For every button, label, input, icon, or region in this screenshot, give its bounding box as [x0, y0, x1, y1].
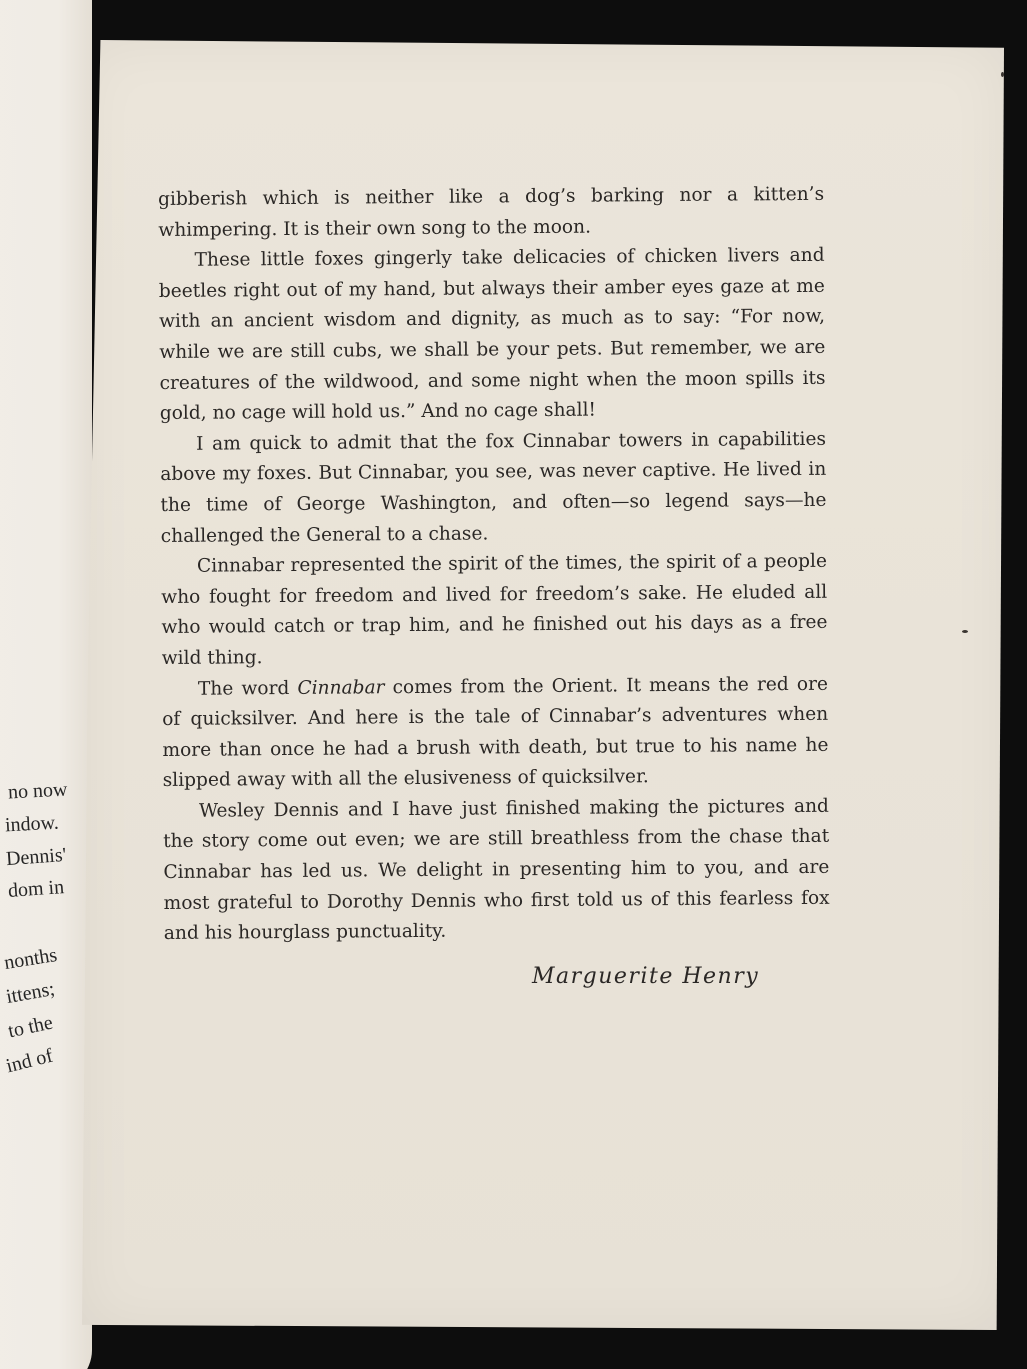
left-fragment: ind of: [3, 1044, 56, 1078]
paragraph: gibberish which is neither like a dog’s barking nor a kitten’s whimpering. It is their own song to the moon.: [158, 183, 825, 241]
page-body-text: [158, 180, 830, 950]
left-facing-page: [0, 0, 92, 1369]
paragraph: I am quick to admit that the fox Cinnabar towers in capabilities above my foxes. But Cinnabar, you see, was never captive. He lived in the time of George Washington, and often—so legend says—he challenged the General to a chase.: [160, 428, 827, 547]
paragraph: These little foxes gingerly take delicacies of chicken livers and beetles right out of my hand, but always their amber eyes gaze at me with an ancient wisdom and dignity, as much as to say: “For now, while we are still cubs, we shall be your pets. But remember, we are creatures of the wildwood, and some night when the moon spills its gold, no cage will hold us.” And no cage shall!: [158, 244, 826, 425]
paper-speck: [1001, 72, 1004, 77]
paragraph: Cinnabar represented the spirit of the times, the spirit of a people who fought for freedom and lived for freedom’s sake. He eluded all who would catch or trap him, and he finished out his days as a free wild thing.: [161, 550, 828, 669]
left-fragment: to the: [6, 1011, 55, 1043]
italic-word: Cinnabar: [297, 676, 385, 699]
paragraph-text: The word: [197, 677, 298, 700]
left-fragment: nonths: [2, 943, 59, 975]
left-fragment: indow.: [4, 811, 60, 837]
paragraph-text: comes from the Orient. It means the red ore of quicksilver. And here is the tale of Cinnabar’s adventures when more than once he had a brush with death, but true to his name he slipped away with all the elusiveness of quicksilver.: [162, 673, 829, 792]
author-signature: Marguerite Henry: [532, 964, 760, 989]
paper-speck: [962, 630, 968, 633]
left-fragment: Dennis': [5, 843, 67, 871]
left-page-text: [0, 0, 92, 1369]
paragraph: [162, 669, 829, 797]
left-fragment: ittens;: [4, 977, 57, 1009]
left-fragment: dom in: [7, 876, 65, 902]
paragraph: Wesley Dennis and I have just finished making the pictures and the story come out even; we are still breathless from the chase that Cinnabar has led us. We delight in presenting him to you, and are most grateful to Dorothy Dennis who first told us of this fearless fox and his hourglass punctuality.: [163, 795, 830, 945]
left-fragment: no now: [7, 778, 68, 804]
